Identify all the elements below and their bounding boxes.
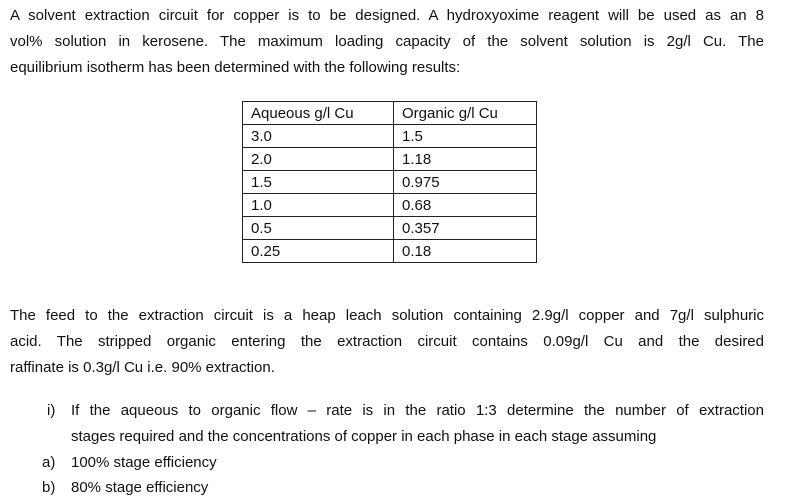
organic-cell: 0.975 <box>394 171 537 194</box>
table-row <box>243 125 537 148</box>
organic-cell: 0.18 <box>394 240 537 263</box>
table-row <box>243 194 537 217</box>
intro-line-3: equilibrium isotherm has been determined with the following results: <box>10 59 461 76</box>
organic-cell: 0.357 <box>394 217 537 240</box>
part-b-marker: b) <box>42 479 56 496</box>
question-i-marker: i) <box>47 402 56 419</box>
feed-line-1: The feed to the extraction circuit is a heap leach solution containing 2.9g/l copper and 7g/l sulphuric <box>10 307 764 324</box>
question-i-line-1: If the aqueous to organic flow – rate is in the ratio 1:3 determine the number of extraction <box>71 402 764 419</box>
intro-line-2: vol% solution in kerosene. The maximum loading capacity of the solvent solution is 2g/l Cu. The <box>10 33 764 50</box>
part-a-text: 100% stage efficiency <box>71 454 217 471</box>
organic-cell: 1.18 <box>394 148 537 171</box>
question-i-line-2: stages required and the concentrations of copper in each phase in each stage assuming <box>71 428 657 445</box>
part-b-text: 80% stage efficiency <box>71 479 209 496</box>
feed-line-2: acid. The stripped organic entering the extraction circuit contains 0.09g/l Cu and the desired <box>10 333 764 350</box>
table-row <box>243 217 537 240</box>
table-row <box>243 171 537 194</box>
table-header-row <box>243 102 537 125</box>
organic-cell: 1.5 <box>394 125 537 148</box>
aqueous-cell: 1.5 <box>243 171 394 194</box>
aqueous-cell: 0.5 <box>243 217 394 240</box>
part-a-marker: a) <box>42 454 56 471</box>
intro-line-1: A solvent extraction circuit for copper is to be designed. A hydroxyoxime reagent will be used as an 8 <box>10 7 764 24</box>
isotherm-table <box>242 101 537 263</box>
aqueous-cell: 0.25 <box>243 240 394 263</box>
aqueous-cell: 3.0 <box>243 125 394 148</box>
organic-header: Organic g/l Cu <box>394 102 537 125</box>
aqueous-cell: 2.0 <box>243 148 394 171</box>
intro-paragraph <box>10 3 764 81</box>
table-row <box>243 148 537 171</box>
feed-line-3: raffinate is 0.3g/l Cu i.e. 90% extraction. <box>10 359 275 376</box>
table-row <box>243 240 537 263</box>
feed-paragraph <box>10 303 764 381</box>
aqueous-header: Aqueous g/l Cu <box>243 102 394 125</box>
organic-cell: 0.68 <box>394 194 537 217</box>
aqueous-cell: 1.0 <box>243 194 394 217</box>
